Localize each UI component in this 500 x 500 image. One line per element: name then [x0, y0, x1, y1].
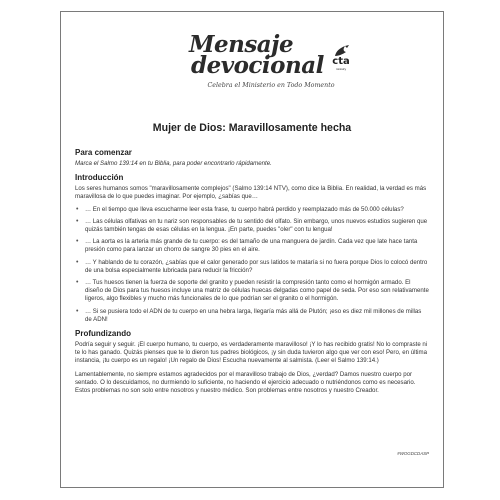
document-body — [75, 148, 429, 395]
bullet-icon: • — [76, 279, 79, 287]
fact-text: … Si se pusiera todo el ADN de tu cuerpo en una hebra larga, llegaría más allá de Plutón; ¡eso es diez mil millones de millas de ADN! — [85, 307, 422, 323]
list-item — [75, 308, 429, 324]
start-instruction: Marca el Salmo 139:14 en tu Biblia, para poder encontrarlo rápidamente. — [75, 160, 272, 167]
facts-list — [75, 206, 429, 324]
section-heading-deep: Profundizando — [75, 329, 131, 339]
cta-badge — [329, 44, 353, 70]
bullet-icon: • — [76, 205, 79, 213]
devotional-sheet — [60, 11, 444, 488]
deep-paragraph-2: Lamentablemente, no siempre estamos agradecidos por el maravilloso trabajo de Dios, ¿verdad? Damos nuestro cuerpo por sentado. O lo descuidamos, no durmiendo lo suficiente, no haciendo el ejercicio adecuado o nutriéndonos como es necesario. Estos problemas no son solo entre nosotros y nuestro médico. Son problemas entre nosotros y nuestro Creador. — [75, 370, 416, 395]
hashtag: #WOGDCDASP — [397, 451, 429, 456]
deep-paragraph-1: Podría seguir y seguir. ¡El cuerpo humano, tu cuerpo, es verdaderamente maravilloso! ¡Y lo has recibido gratis! No lo compraste ni te lo has ganado. Quizás pienses que te lo dieron tus padres biológicos, ¡y sin duda tuvieron algo que ver con eso! Pero, en última instancia, ¡tu cuerpo es un regalo! ¡Un regalo de Dios! Escucha nuevamente al salmista. (Leer el Salmo 139:14.) — [75, 341, 428, 365]
list-item — [75, 218, 429, 234]
fact-text: … Tus huesos tienen la fuerza de soporte del granito y pueden resistir la compresión tanto como el hormigón armado. El diseño de Dios para tus huesos incluye una matriz de células huecas delgadas como papel de seda. Por eso son relativamente ligeros, algo flexibles y mucho más funcionales de lo que podrían ser el granito o el hormigón. — [85, 279, 429, 303]
bullet-icon: • — [76, 238, 79, 246]
bullet-icon: • — [76, 307, 79, 315]
section-heading-start: Para comenzar — [75, 148, 132, 157]
fact-text: … En el tiempo que lleva escucharme leer esta frase, tu cuerpo habrá perdido y reemplazado más de 50.000 células? — [85, 205, 404, 213]
list-item — [75, 206, 429, 214]
bullet-icon: • — [76, 258, 79, 266]
logo-title-line2: devocional — [191, 52, 324, 79]
list-item — [75, 259, 429, 275]
logo-title-line1: Mensaje — [189, 31, 294, 58]
badge-text: cta — [332, 56, 350, 67]
logo-tagline: Celebra el Ministerio en Todo Momento — [207, 82, 335, 89]
list-item — [75, 238, 429, 254]
fact-text: … La aorta es la arteria más grande de tu cuerpo: es del tamaño de una manguera de jardín. Cada vez que late hace tanta presión como para lanzar un chorro de sangre 30 pies en el aire. — [85, 238, 418, 254]
intro-paragraph: Los seres humanos somos "maravillosamente complejos" (Salmo 139:14 NTV), como dice la Biblia. En realidad, la verdad es más maravillosa de lo que puedes imaginar. Por ejemplo, ¿sabías que… — [75, 185, 427, 201]
badge-small-text: ministry — [335, 67, 347, 71]
logo-title — [189, 31, 329, 79]
document-title: Mujer de Dios: Maravillosamente hecha — [152, 122, 352, 134]
devotional-logo — [61, 31, 443, 116]
fact-text: … Las células olfativas en tu nariz son responsables de tu sentido del olfato. Sin embargo, unos nuevos estudios sugieren que quizás también tengas de esas células en la lengua. ¡En parte, puedes "oler" con tu lengua! — [85, 217, 428, 234]
section-heading-intro: Introducción — [75, 173, 124, 183]
fact-text: … Y hablando de tu corazón, ¿sabías que el calor generado por sus latidos te mataría si no fuera porque Dios lo colocó dentro de una bolsa especialmente lubricada para reducir la fricción? — [85, 258, 428, 274]
list-item — [75, 279, 429, 304]
bullet-icon: • — [76, 217, 79, 225]
